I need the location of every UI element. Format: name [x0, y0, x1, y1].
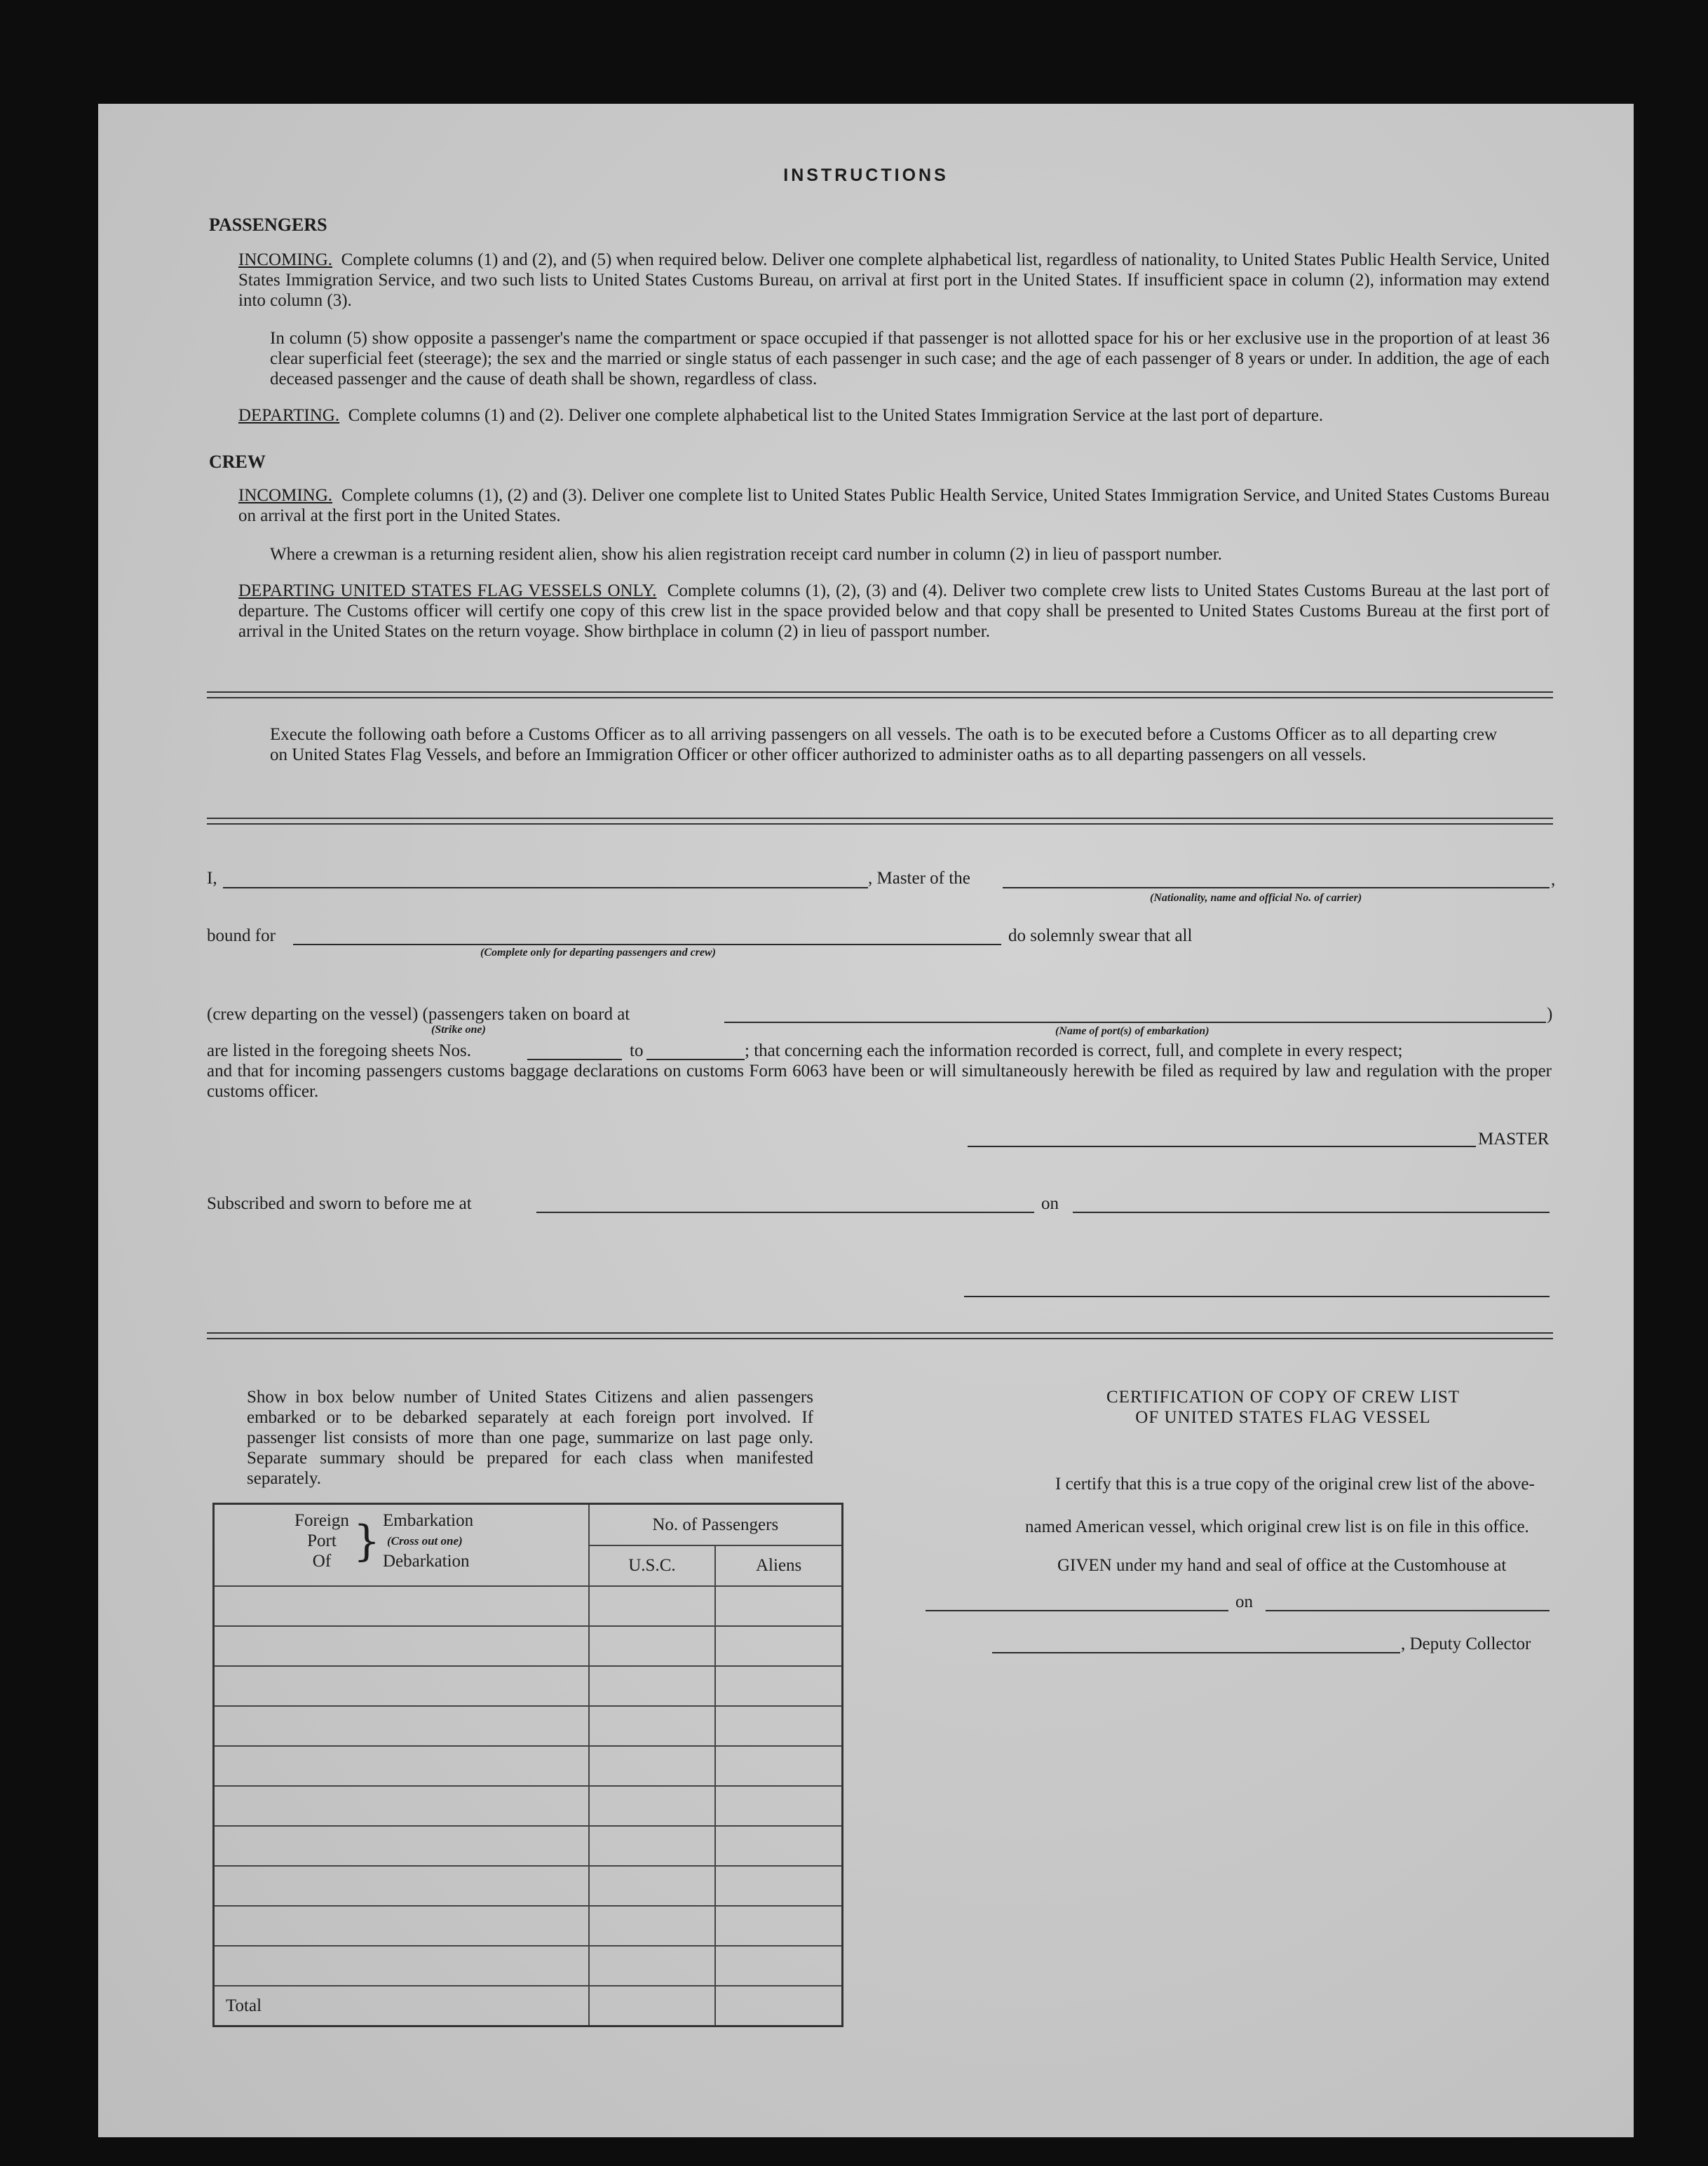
master-name-field[interactable]	[223, 887, 868, 888]
usc-cell[interactable]	[589, 1746, 716, 1786]
aliens-cell[interactable]	[715, 1666, 842, 1706]
subscribed-on-label: on	[1041, 1194, 1059, 1213]
divider-3	[207, 1332, 1553, 1339]
form-sheet	[98, 104, 1634, 2137]
port-header-cell	[214, 1504, 589, 1587]
crew-incoming-paragraph	[238, 485, 1550, 526]
table-row	[214, 1666, 843, 1706]
table-row	[214, 1866, 843, 1906]
passengers-departing-label: DEPARTING.	[238, 406, 340, 425]
oath-swear-text: do solemnly swear that all	[1008, 926, 1193, 945]
sheet-to-field[interactable]	[646, 1059, 745, 1060]
aliens-cell[interactable]	[715, 1746, 842, 1786]
oath-sheets-rest: ; that concerning each the information recorded is correct, full, and complete in every respect;	[745, 1041, 1403, 1060]
certification-title	[1003, 1387, 1564, 1428]
port-cell[interactable]	[214, 1946, 589, 1986]
table-row	[214, 1786, 843, 1826]
no-of-passengers-header: No. of Passengers	[589, 1504, 843, 1546]
certify-line2: named American vessel, which original crew list is on file in this office.	[1025, 1517, 1529, 1536]
crew-incoming-text: Complete columns (1), (2) and (3). Deliver one complete list to United States Public Health Service, United States Immigration Service, and United States Customs Bureau on arrival at the first port in the United States.	[238, 486, 1550, 525]
aliens-cell[interactable]	[715, 1786, 842, 1826]
aliens-cell[interactable]	[715, 1946, 842, 1986]
embarkation-ports-field[interactable]	[724, 1022, 1546, 1023]
passenger-summary-table	[212, 1503, 843, 2027]
passengers-incoming-text: Complete columns (1) and (2), and (5) when required below. Deliver one complete alphabetical list, regardless of nationality, to United States Public Health Service, United States Immigration Service, and two such lists to United States Customs Bureau, on arrival at first port in the United States. If insufficient space in column (2), information may extend into column (3).	[238, 250, 1550, 310]
embarkation-label: Embarkation	[383, 1511, 474, 1530]
usc-cell[interactable]	[589, 1906, 716, 1946]
oath-i-label: I,	[207, 869, 217, 888]
usc-cell[interactable]	[589, 1586, 716, 1626]
total-label: Total	[214, 1986, 589, 2026]
usc-cell[interactable]	[589, 1786, 716, 1826]
passengers-incoming-paragraph	[238, 250, 1550, 311]
usc-cell[interactable]	[589, 1666, 716, 1706]
embarkation-label-block	[383, 1510, 473, 1571]
port-cell[interactable]	[214, 1706, 589, 1746]
aliens-cell[interactable]	[715, 1706, 842, 1746]
sheet-from-field[interactable]	[527, 1059, 622, 1060]
oath-comma: ,	[1551, 870, 1556, 889]
port-cell[interactable]	[214, 1826, 589, 1866]
certification-title-line1: CERTIFICATION OF COPY OF CREW LIST	[1106, 1388, 1460, 1407]
oath-declaration-text: and that for incoming passengers customs baggage declarations on customs Form 6063 have been or will simultaneously herewith be filed as required by law and regulation with the proper customs officer.	[207, 1062, 1552, 1101]
oath-close-paren: )	[1547, 1005, 1553, 1024]
oath-instructions: Execute the following oath before a Customs Officer as to all arriving passengers on all vessels. The oath is to be executed before a Customs Officer as to all departing crew on United States Flag Vessels, and before an Immigration Officer or other officer authorized to administer oaths as to all departing passengers on all vessels.	[270, 725, 1497, 764]
port-cell[interactable]	[214, 1786, 589, 1826]
oath-sheets-text: are listed in the foregoing sheets Nos.	[207, 1041, 471, 1060]
table-row	[214, 1706, 843, 1746]
usc-cell[interactable]	[589, 1946, 716, 1986]
given-date-field[interactable]	[1266, 1610, 1550, 1611]
officer-signature-field[interactable]	[964, 1296, 1550, 1297]
port-cell[interactable]	[214, 1586, 589, 1626]
cross-out-caption: (Cross out one)	[387, 1534, 463, 1548]
passengers-heading: PASSENGERS	[209, 215, 327, 235]
table-row	[214, 1586, 843, 1626]
strike-one-caption: (Strike one)	[431, 1024, 486, 1036]
master-signature-field[interactable]	[968, 1146, 1476, 1147]
total-aliens-cell[interactable]	[715, 1986, 842, 2026]
usc-cell[interactable]	[589, 1866, 716, 1906]
table-row	[214, 1906, 843, 1946]
crew-departing-label: DEPARTING UNITED STATES FLAG VESSELS ONLY.	[238, 581, 657, 600]
total-row	[214, 1986, 843, 2026]
aliens-header: Aliens	[715, 1545, 842, 1586]
oath-sheets-to: to	[630, 1041, 644, 1060]
crew-heading: CREW	[209, 452, 266, 472]
debarkation-label: Debarkation	[383, 1552, 470, 1571]
total-usc-cell[interactable]	[589, 1986, 716, 2026]
crew-crewman-paragraph: Where a crewman is a returning resident alien, show his alien registration receipt card number in column (2) in lieu of passport number.	[270, 545, 1222, 564]
deputy-signature-field[interactable]	[992, 1652, 1400, 1653]
table-row	[214, 1946, 843, 1986]
passengers-incoming-label: INCOMING.	[238, 250, 333, 269]
foreign-label: Foreign	[294, 1511, 349, 1530]
oath-bound-for-label: bound for	[207, 926, 276, 945]
foreign-port-of-label	[290, 1510, 353, 1571]
oath-master-of-label: , Master of the	[868, 869, 970, 888]
usc-cell[interactable]	[589, 1826, 716, 1866]
port-cell[interactable]	[214, 1746, 589, 1786]
crew-departing-paragraph	[238, 581, 1550, 642]
divider-2	[207, 818, 1553, 825]
given-text: GIVEN under my hand and seal of office at the Customhouse at	[1057, 1556, 1507, 1575]
carrier-caption: (Nationality, name and official No. of carrier)	[1150, 892, 1362, 904]
usc-header: U.S.C.	[589, 1545, 716, 1586]
divider-1	[207, 691, 1553, 698]
summary-instructions: Show in box below number of United States Citizens and alien passengers embarked or to be debarked separately at each foreign port involved. If passenger list consists of more than one page, summarize on last page only. Separate summary should be prepared for each class when manifested separately.	[247, 1388, 813, 1488]
certify-line1: I certify that this is a true copy of the original crew list of the above-	[1055, 1475, 1535, 1494]
aliens-cell[interactable]	[715, 1586, 842, 1626]
aliens-cell[interactable]	[715, 1626, 842, 1666]
port-cell[interactable]	[214, 1666, 589, 1706]
table-row	[214, 1626, 843, 1666]
aliens-cell[interactable]	[715, 1866, 842, 1906]
deputy-collector-label: , Deputy Collector	[1401, 1634, 1531, 1653]
customhouse-field[interactable]	[926, 1610, 1228, 1611]
given-on-label: on	[1235, 1592, 1253, 1611]
ports-caption: (Name of port(s) of embarkation)	[1055, 1025, 1209, 1037]
of-label: Of	[312, 1552, 332, 1571]
crew-incoming-label: INCOMING.	[238, 486, 333, 505]
port-cell[interactable]	[214, 1866, 589, 1906]
subscribed-date-field[interactable]	[1073, 1212, 1550, 1213]
aliens-cell[interactable]	[715, 1906, 842, 1946]
passengers-column5-paragraph: In column (5) show opposite a passenger's name the compartment or space occupied if that passenger is not allotted space for his or her exclusive use in the proportion of at least 36 clear superficial feet (steerage); the sex and the married or single status of each passenger in such case; and the age of each passenger of 8 years or under. In addition, the age of each deceased passenger and the cause of death shall be shown, regardless of class.	[270, 329, 1550, 388]
aliens-cell[interactable]	[715, 1826, 842, 1866]
table-row	[214, 1746, 843, 1786]
page-title: INSTRUCTIONS	[783, 165, 949, 185]
subscribed-place-field[interactable]	[536, 1212, 1034, 1213]
passengers-departing-paragraph	[238, 405, 1550, 426]
usc-cell[interactable]	[589, 1706, 716, 1746]
port-cell[interactable]	[214, 1906, 589, 1946]
usc-cell[interactable]	[589, 1626, 716, 1666]
passengers-departing-text: Complete columns (1) and (2). Deliver one complete alphabetical list to the United States Immigration Service at the last port of departure.	[348, 406, 1324, 425]
bound-for-caption: (Complete only for departing passengers and crew)	[480, 947, 716, 959]
master-label: MASTER	[1478, 1130, 1550, 1149]
brace-icon: }	[353, 1517, 381, 1566]
subscribed-text: Subscribed and sworn to before me at	[207, 1194, 472, 1213]
port-label: Port	[307, 1531, 337, 1550]
port-cell[interactable]	[214, 1626, 589, 1666]
table-row	[214, 1826, 843, 1866]
crew-departing-text: Complete columns (1), (2), (3) and (4). Deliver two complete crew lists to United States Customs Bureau at the last port of departure. The Customs officer will certify one copy of this crew list in the space provided below and that copy shall be presented to United States Customs Bureau at the first port of arrival in the United States on the return voyage. Show birthplace in column (2) in lieu of passport number.	[238, 581, 1550, 641]
bound-for-field[interactable]	[293, 944, 1001, 945]
oath-crew-passengers-text: (crew departing on the vessel) (passengers taken on board at	[207, 1005, 630, 1024]
carrier-field[interactable]	[1003, 887, 1550, 888]
certification-title-line2: OF UNITED STATES FLAG VESSEL	[1135, 1408, 1431, 1427]
